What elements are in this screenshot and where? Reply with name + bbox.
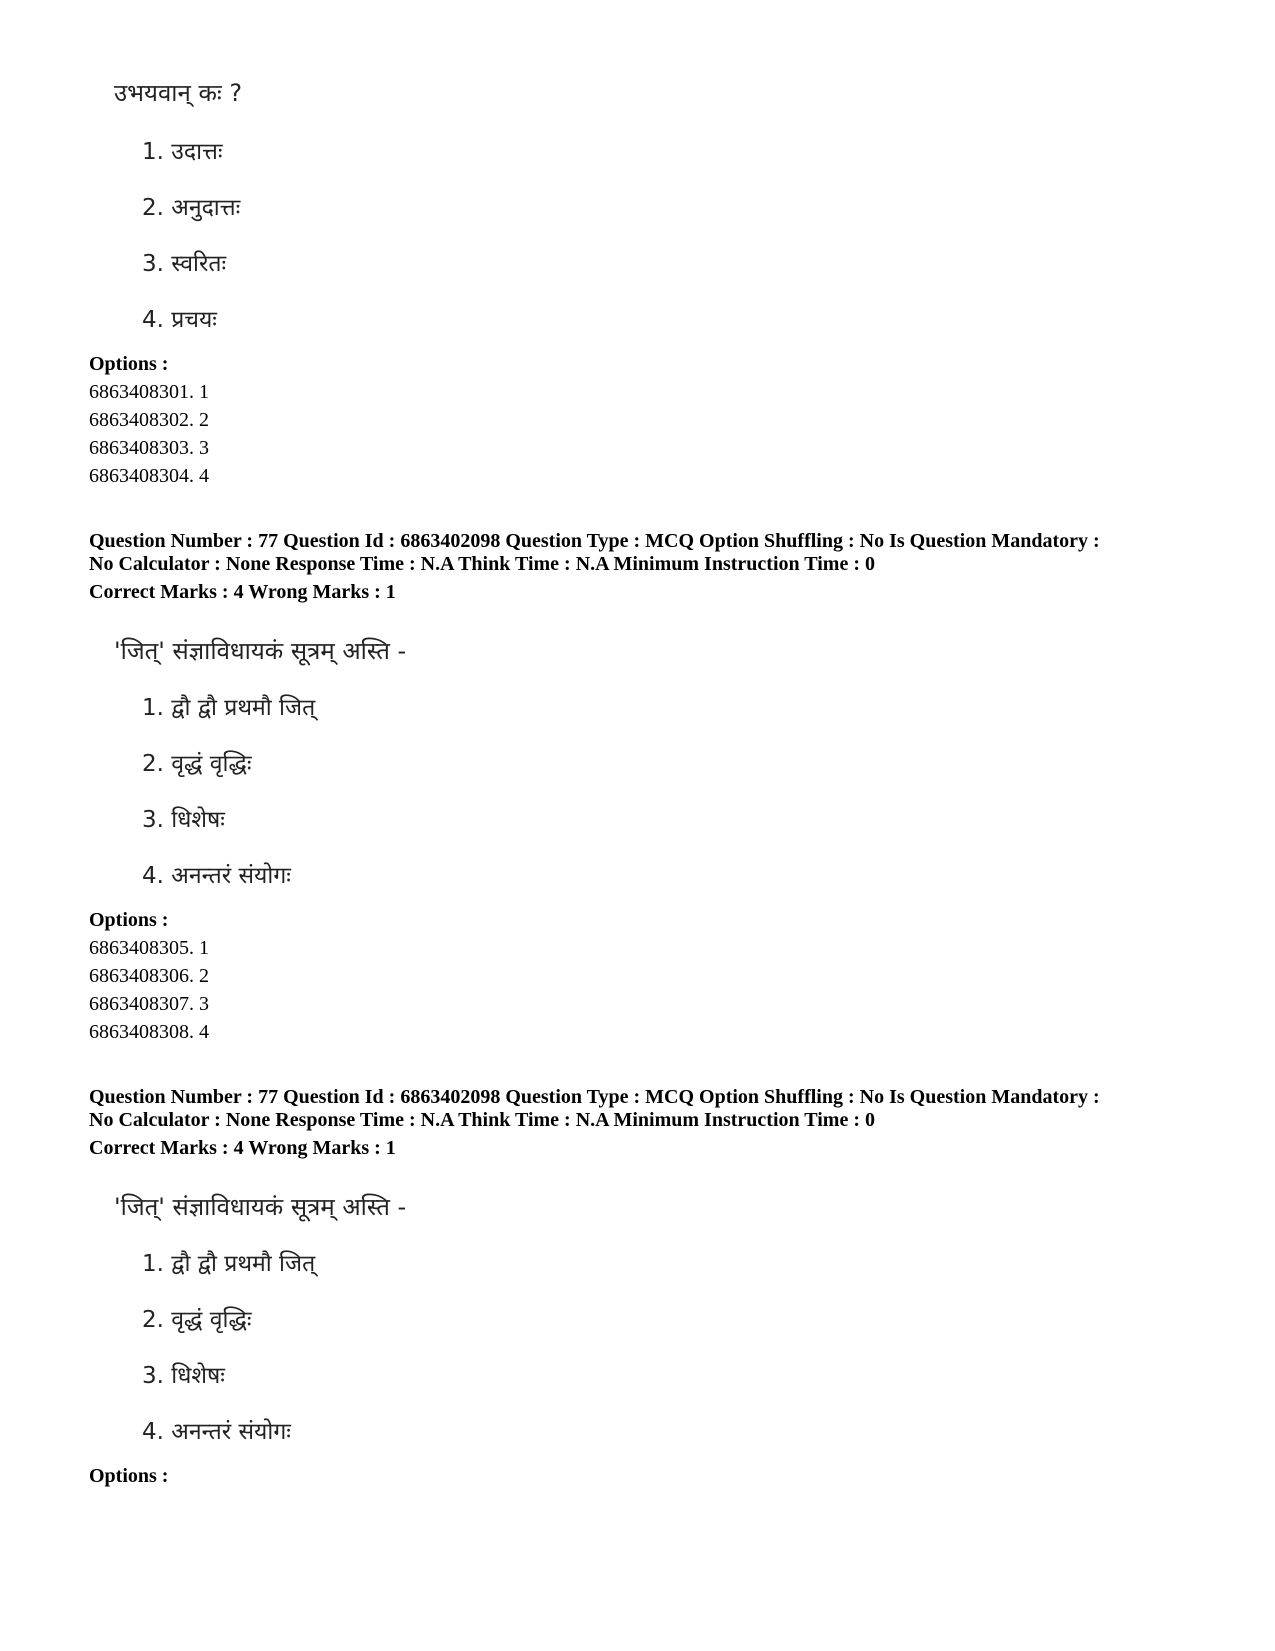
option-id-2-2: 6863408306. 2 <box>89 965 209 987</box>
option-id-1-1: 6863408301. 1 <box>89 381 209 403</box>
options-label-3: Options : <box>89 1465 169 1487</box>
marks-3: Correct Marks : 4 Wrong Marks : 1 <box>89 1137 396 1159</box>
choice-3-1: 1. द्वौ द्वौ प्रथमौ जित् <box>142 1251 316 1277</box>
choice-1-3: 3. स्वरितः <box>142 251 227 277</box>
choice-1-4: 4. प्रचयः <box>142 307 217 333</box>
option-id-1-4: 6863408304. 4 <box>89 465 209 487</box>
choice-2-4: 4. अनन्तरं संयोगः <box>142 863 291 889</box>
choice-3-3: 3. धिशेषः <box>142 1363 225 1389</box>
option-id-2-4: 6863408308. 4 <box>89 1021 209 1043</box>
question-meta-line1-3: Question Number : 77 Question Id : 6863402098 Question Type : MCQ Option Shuffling : No Is Question Mandatory : <box>89 1086 1100 1108</box>
question-text-3: 'जित्' संज्ञाविधायकं सूत्रम् अस्ति - <box>114 1193 407 1221</box>
question-meta-line1-2: Question Number : 77 Question Id : 6863402098 Question Type : MCQ Option Shuffling : No Is Question Mandatory : <box>89 530 1100 552</box>
question-text-1: उभयवान् कः ? <box>114 79 243 107</box>
options-label-1: Options : <box>89 353 169 375</box>
choice-1-2: 2. अनुदात्तः <box>142 195 241 221</box>
option-id-1-3: 6863408303. 3 <box>89 437 209 459</box>
choice-2-3: 3. धिशेषः <box>142 807 225 833</box>
choice-3-2: 2. वृद्धं वृद्धिः <box>142 1307 252 1333</box>
question-text-2: 'जित्' संज्ञाविधायकं सूत्रम् अस्ति - <box>114 637 407 665</box>
option-id-1-2: 6863408302. 2 <box>89 409 209 431</box>
question-meta-line2-2: No Calculator : None Response Time : N.A Think Time : N.A Minimum Instruction Time : 0 <box>89 553 875 575</box>
question-meta-line2-3: No Calculator : None Response Time : N.A Think Time : N.A Minimum Instruction Time : 0 <box>89 1109 875 1131</box>
choice-1-1: 1. उदात्तः <box>142 139 223 165</box>
choice-3-4: 4. अनन्तरं संयोगः <box>142 1419 291 1445</box>
options-label-2: Options : <box>89 909 169 931</box>
choice-2-1: 1. द्वौ द्वौ प्रथमौ जित् <box>142 695 316 721</box>
option-id-2-3: 6863408307. 3 <box>89 993 209 1015</box>
choice-2-2: 2. वृद्धं वृद्धिः <box>142 751 252 777</box>
marks-2: Correct Marks : 4 Wrong Marks : 1 <box>89 581 396 603</box>
option-id-2-1: 6863408305. 1 <box>89 937 209 959</box>
